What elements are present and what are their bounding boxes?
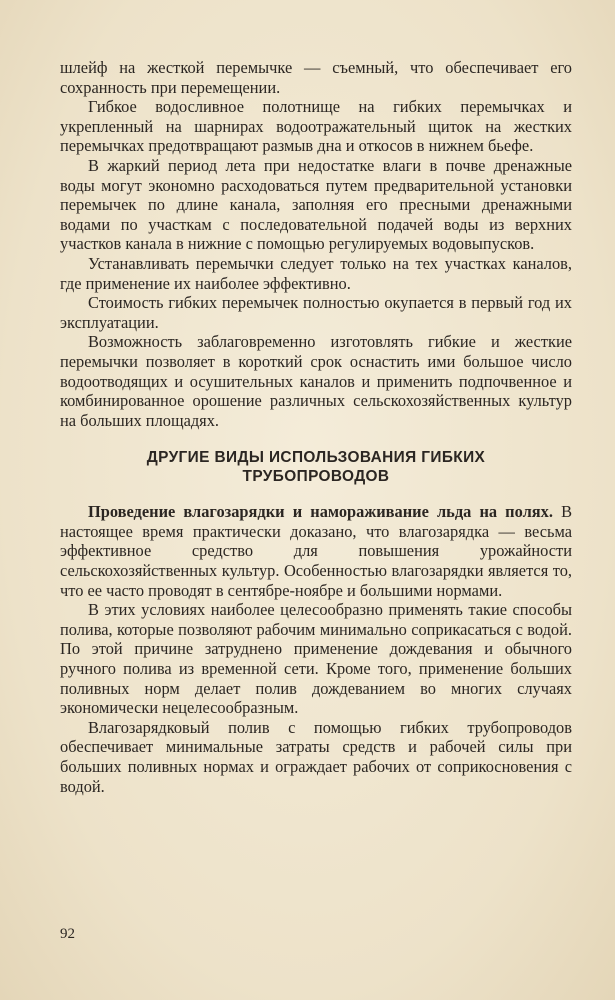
section-heading-line: ТРУБОПРОВОДОВ <box>242 468 390 486</box>
page-number: 92 <box>60 926 75 942</box>
run-in-title: Проведение влагозарядки и намораживание льда на полях. <box>88 502 553 522</box>
section-heading-line: ДРУГИЕ ВИДЫ ИСПОЛЬЗОВАНИЯ ГИБКИХ <box>146 449 486 467</box>
paragraph: Устанавливать перемычки следует только на тех участках каналов, где применение их наиболее эффективно. <box>60 253 572 293</box>
paragraph <box>60 502 572 600</box>
paragraph: Гибкое водосливное полотнище на гибких перемычках и укрепленный на шарнирах водоотражательный щиток на жестких перемычках предотвращают размыв дна и откосов в нижнем бьефе. <box>60 97 572 156</box>
section-heading <box>60 448 572 486</box>
paragraph: Возможность заблаговременно изготовлять гибкие и жесткие перемычки позволяет в короткий срок оснастить ими большое число водоотводящих и осушительных каналов и применить подпочвенное и комбинированное орошение различных сельскохозяйственных культур на больших площадях. <box>60 332 572 430</box>
paragraph-continuation: шлейф на жесткой перемычке — съемный, что обеспечивает его сохранность при перемещении. <box>60 58 572 97</box>
body-text <box>60 58 572 796</box>
paragraph: Влагозарядковый полив с помощью гибких трубопроводов обеспечивает минимальные затраты средств и рабочей силы при больших поливных нормах и ограждает рабочих от соприкосновения с водой. <box>60 717 572 796</box>
paragraph-body: В настоящее время практически доказано, что влагозарядка — весьма эффективное средство для повышения урожайности сельскохозяйственных культур. Особенностью влагозарядки является то, что ее часто проводят в сентябре-ноябре и большими нормами. <box>60 502 573 600</box>
paragraph: Стоимость гибких перемычек полностью окупается в первый год их эксплуатации. <box>60 293 572 332</box>
paragraph: В этих условиях наиболее целесообразно применять такие способы полива, которые позволяют рабочим минимально соприкасаться с водой. По этой причине затруднено применение дождевания и обычного ручного полива из временной сети. Кроме того, применение больших поливных норм делает полив дождеванием во многих случаях экономически нецелесообразным. <box>60 600 572 718</box>
paragraph: В жаркий период лета при недостатке влаги в почве дренажные воды могут экономно расходоваться путем предварительной установки перемычек по длине канала, заполняя его пресными дренажными водами по участкам с последовательной подачей воды из верхних участков канала в нижние с помощью регулируемых водовыпусков. <box>60 155 572 254</box>
